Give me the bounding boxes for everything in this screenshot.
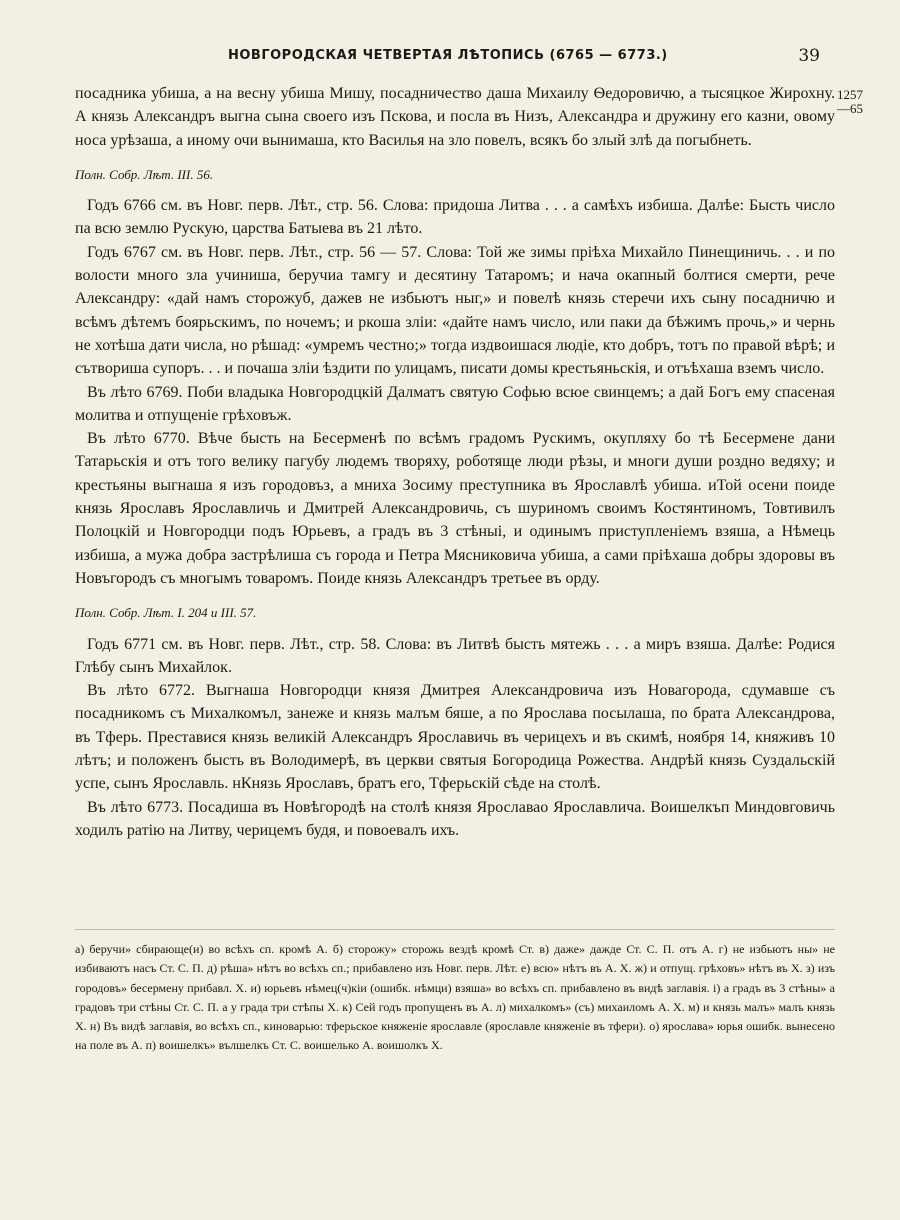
entry-6769: Въ лѣто 6769. Поби владыка Новгородцкiй Далматъ святую Софью всюе свинцемъ; а дай Богъ ему спасеная молитва и отпущенiе грѣховъж. [75, 383, 835, 424]
footnotes [75, 940, 835, 1056]
entry-6767: Годъ 6767 см. въ Новг. перв. Лѣт., стр. 56 — 57. Слова: Той же зимы прiѣха Михайло Пинещиничь. . . и по волости много зла учиниша, беручиа тамгу и десятину Татаромъ; и нача окапный болтися смерти, рече Александру: «дай намъ сторожуб, дажев не избьютъ ныг,» и повелѣ князь стеречи ихъ сыну посадничю и всѣмъ дѣтемъ боярьскимъ, по ночемъ; и ркоша злiи: «дайте намъ число, или паки да бѣжимъ прочь,» и чернь не хотѣша дати числа, но рѣшад: «умремъ честно;» тогда издвоишася людiе, кто добръ, тотъ по правой вѣрѣ; и сътвориша супоръ. . . и почаша злiи ѣздити по улицамъ, писати домы крестьяньскiя, и отъѣхаша вземъ число. [75, 243, 835, 378]
footnote-divider [75, 929, 835, 930]
source-reference: Полн. Собр. Лѣт. III. 56. [75, 166, 214, 182]
footnote-text: а) беручи» сбирающе(и) во всѣхъ сп. кромѣ А. б) сторожу» сторожь вездѣ кромѣ Ст. в) даже» дажде Ст. С. П. отъ А. г) не избьютъ ны» не избиваютъ насъ Ст. С. П. д) рѣша» нѣтъ во всѣхъ сп.; прибавлено изъ Новг. перв. Лѣт. е) всю» нѣтъ въ А. Х. ж) и отпущ. грѣховъ» нѣтъ въ Х. з) изъ городовъ» бесермену прибавл. Х. и) юрьевъ нѣмец(ч)кiи (ошибк. нѣмци) взяша» во всѣхъ сп. прибавлено въ видѣ заглавiя. i) а градъ въ 3 стѣны» а градовъ три стѣны Ст. С. П. а у града три стѣпы Х. к) Сей годъ пропущенъ въ А. л) михалкомъ» (съ) михаиломъ А. Х. м) и князь малъ» малъ князь Х. н) Въ видѣ заглавiя, во всѣхъ сп., киноварью: тферьское княженiе ярославле (ярославле княженiе въ тфери). о) ярослава» юрья ошибк. вынесено на поле въ А. п) воишелкъ» вълшелкъ Ст. С. воишелько А. воишолкъ Х. [75, 942, 835, 1053]
entry-6772: Въ лѣто 6772. Выгнаша Новгородци князя Дмитрея Александровича изъ Новагорода, сдумавше съ посадникомъ съ Михалкомъл, занеже и князь малъм бяше, а по Ярослава посылаша, по брата Александрова, въ Тферь. Преставися князь великiй Александръ Ярославичь въ черицехъ и въ скимѣ, ноября 14, княживъ 10 лѣтъ; и положенъ бысть въ Володимерѣ, въ церкви святыя Богородица Рожества. Андрѣй князь Суздальскiй успе, сынъ Ярославль. нКнязь Ярославъ, братъ его, Тферьскiй сѣде на столѣ. [75, 682, 835, 793]
source-reference: Полн. Собр. Лѣт. I. 204 и III. 57. [75, 605, 257, 621]
margin-year-end: —65 [837, 101, 863, 116]
page-number: 39 [798, 46, 820, 66]
header-title: НОВГОРОДСКАЯ ЧЕТВЕРТАЯ ЛѢТОПИСЬ (6765 — 6773.) [228, 48, 668, 63]
running-header [0, 46, 900, 72]
entry-6773: Въ лѣто 6773. Посадиша въ Новѣгородѣ на столѣ князя Ярославао Ярославлича. Воишелкъп Миндовговичь ходилъ ратiю на Литву, черицемъ будя, и повоевалъ ихъ. [75, 798, 835, 839]
entry-6770: Въ лѣто 6770. Вѣче бысть на Бесерменѣ по всѣмъ градомъ Рускимъ, окупляху бо тѣ Бесермене дани Татарьскiя и отъ того велику пагубу людемъ творяху, роботяще люди рѣзы, и многи души роздно ведяху; и крестьяны выгнаша я изъ городовъз, а мниха Зосиму преступника въ Ярославлѣ убиша. иТой осени поиде князь Ярославъ Ярославличь и Дмитрей Александровичь, съ шуриномъ своимъ Костянтиномъ, Товтивилъ Полоцкiй и Новгородци подъ Юрьевъ, а градъ въ 3 стѣныi, и одинымъ приступленiемъ взяша, а Нѣмець избиша, а мужа добра застрѣлиша съ города и Петра Мясниковича убиша, а сами прiѣхаша добры здоровы въ Новъгородъ съ многымъ товаромъ. Поиде князь Александръ третьее въ орду. [75, 430, 835, 587]
entry-6766: Годъ 6766 см. въ Новг. перв. Лѣт., стр. 56. Слова: придоша Литва . . . а самѣхъ избиша. Далѣе: Бысть число па всю землю Рускую, царства Батыева въ 21 лѣто. [75, 197, 835, 238]
margin-year-start: 1257 [837, 87, 863, 102]
paragraph-continuation: посадника убиша, а на весну убиша Мишу, посадничество даша Михаилу Ѳедоровичю, а тысяцкое Жирохну. А князь Александръ выгна сына своего изъ Пскова, и посла въ Низъ, Александра и дружину его казни, овому носа урѣзаша, а иному очи вынимаша, кто Василья на зло повелъ, всякъ бо злый злѣ да погыбнеть. [75, 85, 835, 149]
entry-6771: Годъ 6771 см. въ Новг. перв. Лѣт., стр. 58. Слова: въ Литвѣ бысть мятежь . . . а миръ взяша. Далѣе: Родися Глѣбу сынъ Михайлок. [75, 635, 835, 676]
margin-year-range [837, 88, 863, 116]
chronicle-text [75, 82, 835, 842]
